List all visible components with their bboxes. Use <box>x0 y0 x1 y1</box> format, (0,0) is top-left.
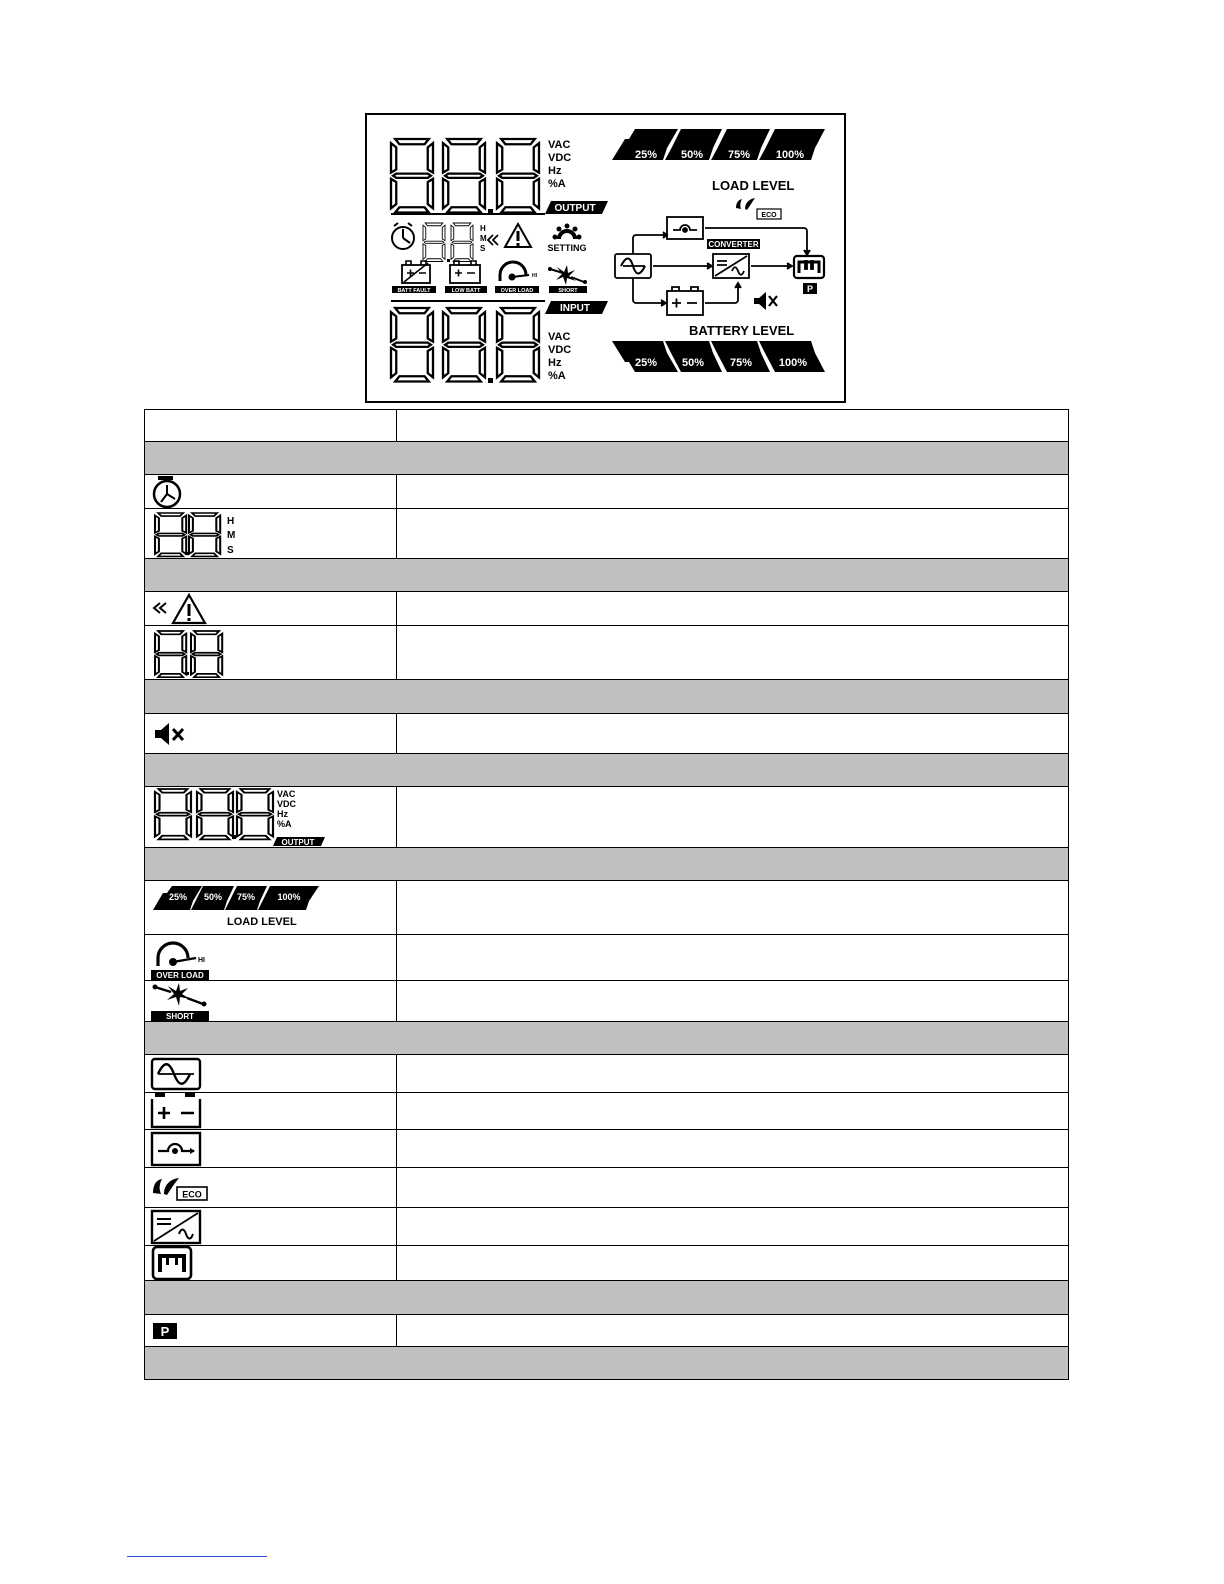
mute-icon <box>754 292 777 310</box>
output-unit-pct: %A <box>548 178 566 190</box>
legend-section-row <box>145 442 1069 475</box>
svg-text:ECO: ECO <box>761 212 777 219</box>
svg-text:VAC: VAC <box>277 789 296 799</box>
legend-desc <box>397 935 1069 981</box>
eco-icon <box>145 1168 397 1208</box>
input-unit-hz: Hz <box>548 357 562 369</box>
converter-tag <box>707 239 760 249</box>
legend-desc <box>397 475 1069 509</box>
two-digit-code-icon <box>145 626 397 680</box>
legend-section-row <box>145 1281 1069 1315</box>
legend-row-bypass <box>145 1130 1069 1168</box>
load-seg-100: 100% <box>775 149 805 161</box>
legend-row-mute <box>145 714 1069 754</box>
legend-desc <box>397 1168 1069 1208</box>
battery-level-bar <box>612 323 825 372</box>
legend-row-clock <box>145 475 1069 509</box>
svg-text:INPUT: INPUT <box>560 303 590 314</box>
legend-desc <box>397 509 1069 559</box>
converter-icon <box>145 1208 397 1246</box>
timer-unit-h: H <box>480 224 486 233</box>
legend-row-p <box>145 1315 1069 1347</box>
svg-text:100%: 100% <box>277 891 301 902</box>
legend-desc <box>397 1315 1069 1347</box>
battery-seg-25: 25% <box>634 357 658 369</box>
legend-desc <box>397 1055 1069 1093</box>
load-seg-75: 75% <box>727 149 751 161</box>
mute-icon <box>145 714 397 754</box>
svg-text:OUTPUT: OUTPUT <box>554 203 596 214</box>
svg-text:Hz: Hz <box>277 809 288 819</box>
legend-row-converter <box>145 1208 1069 1246</box>
short-icon <box>145 981 397 1022</box>
battery-seg-75: 75% <box>729 357 753 369</box>
timer-unit-m: M <box>480 234 487 243</box>
legend-row-eco <box>145 1168 1069 1208</box>
load-level-bar <box>612 129 825 193</box>
overload-icon <box>495 262 539 294</box>
legend-row-ac-input <box>145 1055 1069 1093</box>
svg-text:OUTPUT: OUTPUT <box>281 838 315 847</box>
svg-text:P: P <box>806 284 814 294</box>
low-batt-icon <box>445 261 487 294</box>
battery-seg-100: 100% <box>778 357 808 369</box>
legend-header-row <box>145 410 1069 442</box>
svg-text:75%: 75% <box>236 891 256 902</box>
timer-unit-s: S <box>480 244 486 253</box>
legend-row-output-digits <box>145 787 1069 848</box>
legend-desc <box>397 787 1069 848</box>
svg-text:HI: HI <box>532 273 537 279</box>
legend-desc <box>397 1246 1069 1281</box>
legend-row-code-digits <box>145 626 1069 680</box>
load-seg-50: 50% <box>680 149 704 161</box>
setting-label: SETTING <box>547 243 587 253</box>
svg-text:SHORT: SHORT <box>558 288 578 294</box>
legend-desc <box>397 1130 1069 1168</box>
legend-table <box>144 409 1069 1380</box>
input-unit-vdc: VDC <box>548 344 572 356</box>
footnote-rule <box>127 1556 267 1557</box>
legend-header-col2 <box>397 410 1069 442</box>
legend-row-overload <box>145 935 1069 981</box>
legend-section-row <box>145 680 1069 714</box>
legend-desc <box>397 1093 1069 1130</box>
legend-desc <box>397 981 1069 1022</box>
bypass-icon <box>145 1130 397 1168</box>
svg-text:S: S <box>227 544 234 556</box>
output-digits-icon <box>145 787 397 848</box>
svg-text:VDC: VDC <box>277 799 297 809</box>
svg-text:25%: 25% <box>168 891 188 902</box>
svg-text:%A: %A <box>277 819 292 829</box>
short-icon <box>548 265 587 294</box>
svg-text:CONVERTER: CONVERTER <box>708 240 759 249</box>
output-digits <box>391 139 539 214</box>
svg-text:LOW BATT: LOW BATT <box>451 288 481 294</box>
legend-row-short <box>145 981 1069 1022</box>
svg-text:M: M <box>227 529 236 541</box>
legend-section-row <box>145 848 1069 881</box>
legend-row-warning <box>145 592 1069 626</box>
output-unit-hz: Hz <box>548 165 562 177</box>
input-tag <box>545 301 608 314</box>
eco-icon <box>736 198 781 219</box>
legend-row-time-digits <box>145 509 1069 559</box>
legend-row-battery <box>145 1093 1069 1130</box>
legend-section-row <box>145 1347 1069 1380</box>
overload-icon <box>145 935 397 981</box>
legend-row-output-socket <box>145 1246 1069 1281</box>
input-digits <box>391 308 539 383</box>
clock-icon <box>145 475 397 509</box>
timer-clock-icon <box>392 223 414 249</box>
battery-icon <box>145 1093 397 1130</box>
legend-section-row <box>145 559 1069 592</box>
legend-desc <box>397 1208 1069 1246</box>
output-unit-vdc: VDC <box>548 152 572 164</box>
svg-text:SHORT: SHORT <box>166 1012 194 1021</box>
two-digit-time-icon <box>145 509 397 559</box>
legend-row-load-level <box>145 881 1069 935</box>
warning-icon <box>145 592 397 626</box>
load-seg-25: 25% <box>634 149 658 161</box>
output-unit-vac: VAC <box>548 139 571 151</box>
svg-text:LOAD LEVEL: LOAD LEVEL <box>227 915 297 928</box>
legend-desc <box>397 626 1069 680</box>
svg-text:H: H <box>227 515 235 527</box>
p-icon <box>145 1315 397 1347</box>
input-unit-vac: VAC <box>548 331 571 343</box>
legend-desc <box>397 592 1069 626</box>
ac-input-icon <box>145 1055 397 1093</box>
warning-icon <box>488 224 531 247</box>
legend-section-row <box>145 754 1069 787</box>
setting-icon <box>547 224 586 254</box>
batt-fault-icon <box>392 261 436 294</box>
svg-text:ECO: ECO <box>182 1189 202 1199</box>
output-socket-icon <box>145 1246 397 1281</box>
input-unit-pct: %A <box>548 370 566 382</box>
svg-text:50%: 50% <box>203 891 223 902</box>
output-tag <box>545 201 608 214</box>
legend-desc <box>397 881 1069 935</box>
battery-level-label: BATTERY LEVEL <box>689 323 795 338</box>
p-indicator <box>803 283 817 294</box>
svg-text:HI: HI <box>198 956 205 964</box>
flow-diagram <box>615 217 824 315</box>
svg-text:OVER LOAD: OVER LOAD <box>156 970 204 980</box>
legend-desc <box>397 714 1069 754</box>
load-level-icon <box>145 881 397 935</box>
lcd-panel <box>365 113 846 403</box>
battery-seg-50: 50% <box>681 357 705 369</box>
svg-text:BATT FAULT: BATT FAULT <box>397 288 431 294</box>
legend-header-col1 <box>145 410 397 442</box>
load-level-label: LOAD LEVEL <box>712 178 795 193</box>
svg-text:OVER LOAD: OVER LOAD <box>500 288 534 294</box>
svg-text:P: P <box>160 1323 170 1339</box>
legend-section-row <box>145 1022 1069 1055</box>
